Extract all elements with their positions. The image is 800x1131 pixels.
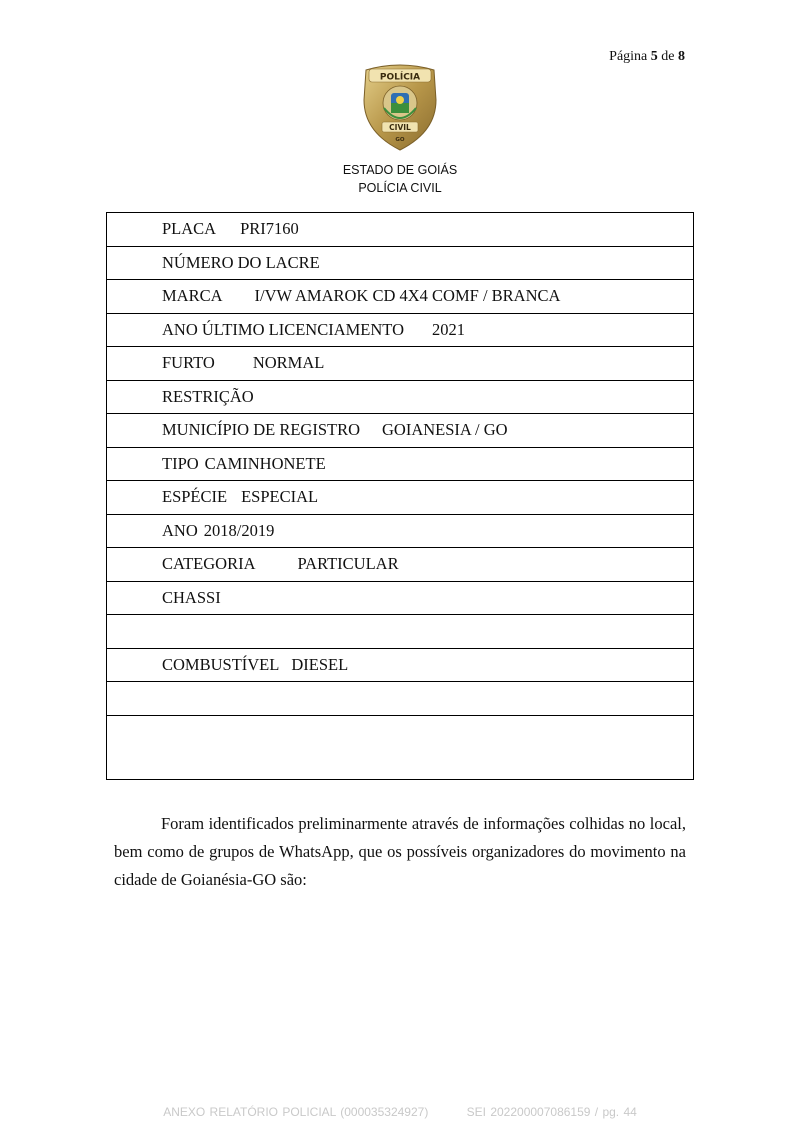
row-label: CATEGORIA: [162, 554, 256, 574]
row-label: FURTO: [162, 353, 215, 373]
row-value: CAMINHONETE: [204, 453, 326, 473]
row-label: ESPÉCIE: [162, 487, 228, 507]
table-row: [107, 448, 693, 482]
policia-civil-badge-logo: [360, 60, 440, 152]
row-label: MARCA: [162, 286, 223, 306]
footer-annex: ANEXO RELATÓRIO POLICIAL (000035324927): [163, 1105, 429, 1119]
header-agency: POLÍCIA CIVIL: [358, 181, 442, 195]
row-value: ESPECIAL: [241, 487, 319, 507]
table-row: [107, 213, 693, 247]
row-label: NÚMERO DO LACRE: [162, 252, 320, 272]
row-value: DIESEL: [291, 654, 349, 674]
table-row: [107, 615, 693, 649]
table-row: [107, 548, 693, 582]
row-value: 2018/2019: [203, 520, 275, 540]
page-total: 8: [678, 49, 685, 64]
row-value: PARTICULAR: [297, 554, 399, 574]
page-sep: de: [661, 49, 675, 64]
row-label: ANO: [162, 520, 198, 540]
table-row: [107, 347, 693, 381]
header-state: ESTADO DE GOIÁS: [342, 163, 458, 177]
body-paragraph: Foram identificados preliminarmente através de informações colhidas no local, bem como de grupos de WhatsApp, que os possíveis organizadores do movimento na cidade de Goianésia-GO são:: [114, 814, 686, 889]
vehicle-data-table: [106, 212, 694, 780]
table-row: [107, 515, 693, 549]
table-row: [107, 716, 693, 779]
row-value: NORMAL: [252, 353, 325, 373]
row-label: ANO ÚLTIMO LICENCIAMENTO: [162, 319, 404, 339]
page-footer: [0, 1105, 800, 1119]
page-label: Página: [609, 49, 648, 64]
table-row: [107, 247, 693, 281]
table-row: [107, 414, 693, 448]
row-value: GOIANESIA / GO: [382, 420, 508, 440]
row-label: CHASSI: [162, 587, 221, 607]
table-row: [107, 280, 693, 314]
table-row: [107, 682, 693, 716]
row-label: COMBUSTÍVEL: [162, 654, 280, 674]
footer-sei: SEI 202200007086159 / pg. 44: [466, 1105, 637, 1119]
row-value: I/VW AMAROK CD 4X4 COMF / BRANCA: [254, 286, 561, 306]
badge-top-text: POLÍCIA: [379, 72, 421, 83]
badge-state-text: GO: [395, 137, 405, 143]
table-row: [107, 649, 693, 683]
row-value: PRI7160: [240, 219, 299, 239]
page-number: [560, 49, 685, 65]
badge-bottom-text: CIVIL: [389, 123, 411, 132]
page-current: 5: [650, 49, 658, 64]
row-label: PLACA: [162, 219, 217, 239]
table-row: [107, 481, 693, 515]
table-row: [107, 381, 693, 415]
row-label: MUNICÍPIO DE REGISTRO: [162, 420, 360, 440]
row-value: 2021: [432, 319, 465, 339]
document-header: [250, 161, 550, 197]
table-row: [107, 314, 693, 348]
row-label: RESTRIÇÃO: [162, 386, 254, 406]
table-row: [107, 582, 693, 616]
row-label: TIPO: [162, 453, 199, 473]
